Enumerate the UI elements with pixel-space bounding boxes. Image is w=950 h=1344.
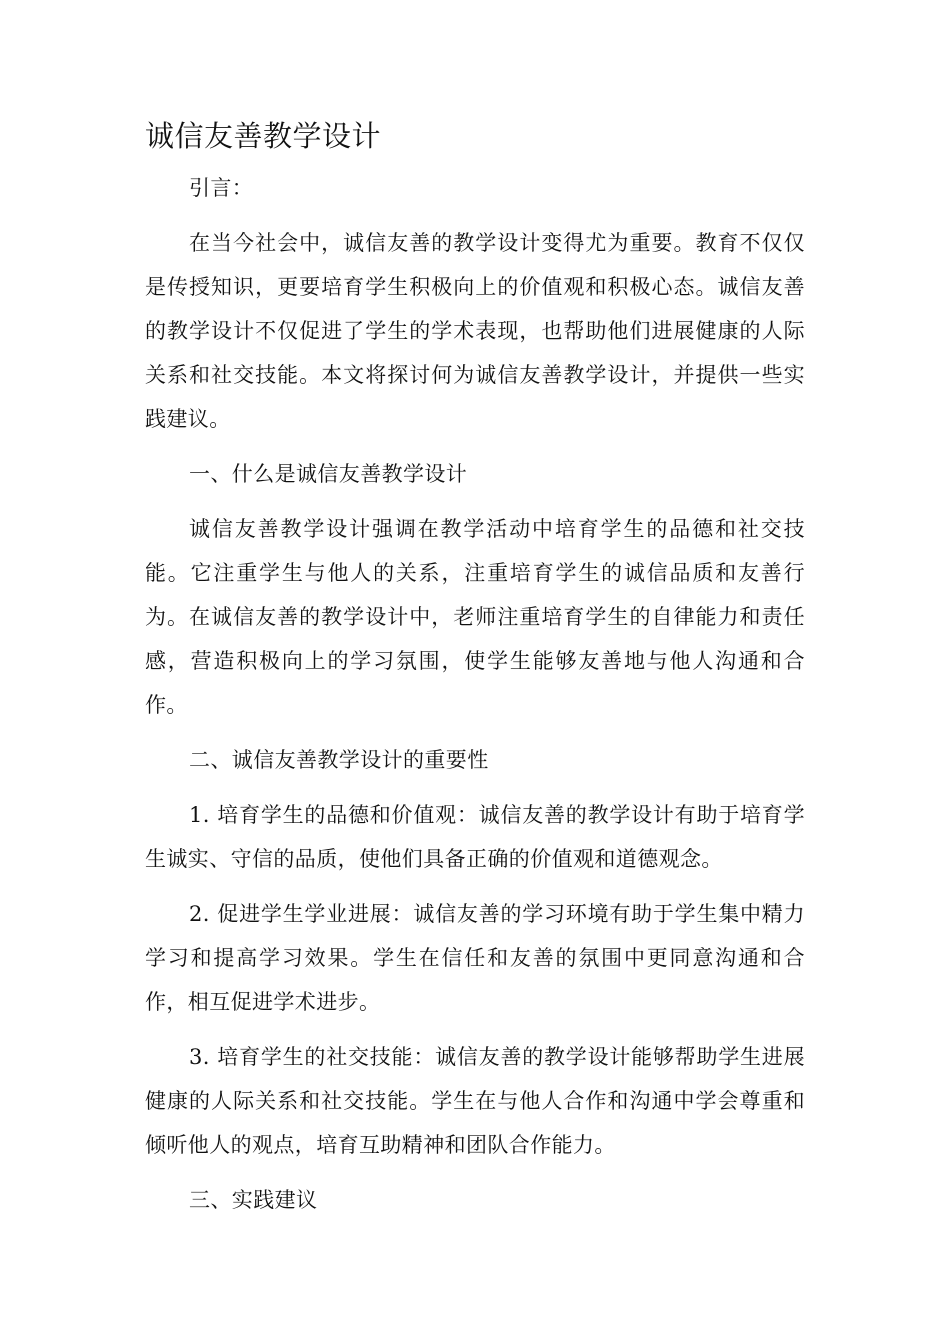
section-heading-what-is: 一、什么是诚信友善教学设计 <box>189 462 468 486</box>
list-item: 3. 培育学生的社交技能：诚信友善的教学设计能够帮助学生进展健康的人际关系和社交技能。学生在与他人合作和沟通中学会尊重和倾听他人的观点，培育互助精神和团队合作能力。 <box>145 1045 805 1157</box>
intro-label: 引言： <box>189 176 254 200</box>
document-title: 诚信友善教学设计 <box>145 119 382 153</box>
section-heading-importance: 二、诚信友善教学设计的重要性 <box>189 748 489 772</box>
list-item: 1. 培育学生的品德和价值观：诚信友善的教学设计有助于培育学生诚实、守信的品质，使他们具备正确的价值观和道德观念。 <box>145 803 805 871</box>
list-item: 2. 促进学生学业进展：诚信友善的学习环境有助于学生集中精力学习和提高学习效果。学生在信任和友善的氛围中更同意沟通和合作，相互促进学术进步。 <box>145 902 805 1014</box>
section-paragraph-what-is: 诚信友善教学设计强调在教学活动中培育学生的品德和社交技能。它注重学生与他人的关系，注重培育学生的诚信品质和友善行为。在诚信友善的教学设计中，老师注重培育学生的自律能力和责任感，营造积极向上的学习氛围，使学生能够友善地与他人沟通和合作。 <box>145 517 805 717</box>
document-body <box>145 114 805 1233</box>
section-heading-practice: 三、实践建议 <box>189 1188 318 1212</box>
intro-paragraph: 在当今社会中，诚信友善的教学设计变得尤为重要。教育不仅仅是传授知识，更要培育学生积极向上的价值观和积极心态。诚信友善的教学设计不仅促进了学生的学术表现，也帮助他们进展健康的人际关系和社交技能。本文将探讨何为诚信友善教学设计，并提供一些实践建议。 <box>145 231 805 431</box>
